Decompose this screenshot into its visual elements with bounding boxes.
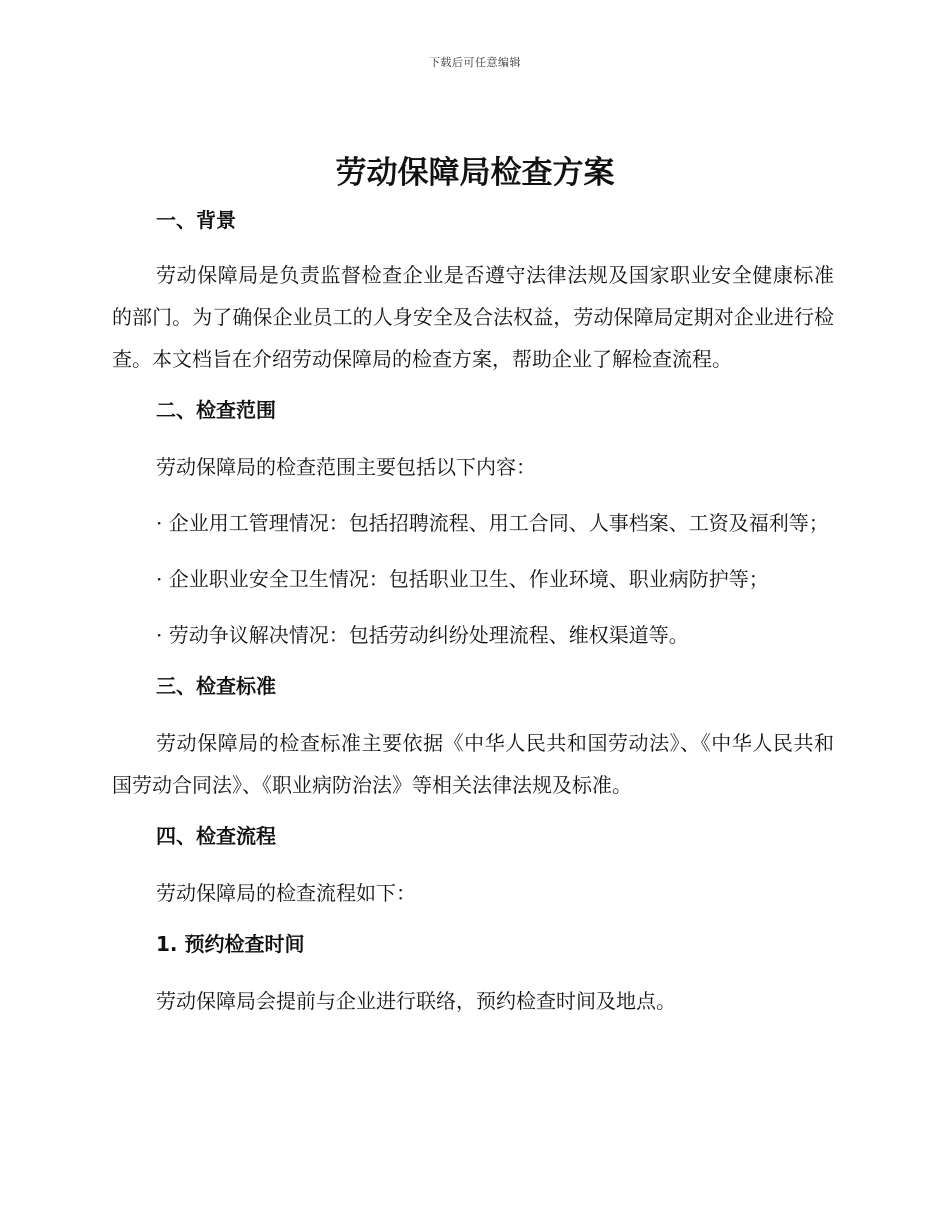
section-heading-background: 一、背景 <box>156 208 236 232</box>
list-item-occupational-safety: · 企业职业安全卫生情况：包括职业卫生、作业环境、职业病防护等； <box>156 567 769 591</box>
subsection-heading-schedule: 1. 预约检查时间 <box>156 932 305 956</box>
document-title: 劳动保障局检查方案 <box>335 155 615 191</box>
document-body <box>112 204 834 1036</box>
paragraph-process-intro: 劳动保障局的检查流程如下： <box>156 881 416 905</box>
list-item-labor-dispute: · 劳动争议解决情况：包括劳动纠纷处理流程、维权渠道等。 <box>156 623 689 647</box>
section-heading-process: 四、检查流程 <box>156 824 276 848</box>
paragraph-scope-intro: 劳动保障局的检查范围主要包括以下内容： <box>156 455 536 479</box>
page-header-note: 下载后可任意编辑 <box>429 56 521 69</box>
section-heading-standards: 三、检查标准 <box>156 674 276 698</box>
section-heading-scope: 二、检查范围 <box>156 398 276 422</box>
paragraph-background: 劳动保障局是负责监督检查企业是否遵守法律法规及国家职业安全健康标准的部门。为了确保企业员工的人身安全及合法权益，劳动保障局定期对企业进行检查。本文档旨在介绍劳动保障局的检查方案，帮助企业了解检查流程。 <box>112 263 834 371</box>
paragraph-schedule: 劳动保障局会提前与企业进行联络，预约检查时间及地点。 <box>156 989 676 1013</box>
list-item-employment-management: · 企业用工管理情况：包括招聘流程、用工合同、人事档案、工资及福利等； <box>156 511 829 535</box>
paragraph-standards: 劳动保障局的检查标准主要依据《中华人民共和国劳动法》、《中华人民共和国劳动合同法》、《职业病防治法》等相关法律法规及标准。 <box>112 731 834 797</box>
